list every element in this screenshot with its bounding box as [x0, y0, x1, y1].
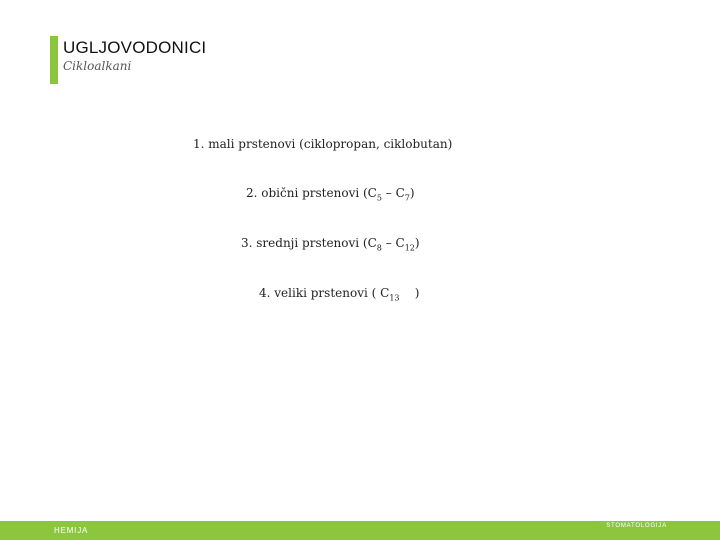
subscript: 5	[376, 193, 382, 203]
subscript: 8	[376, 243, 382, 253]
list-item-text: 4. veliki prstenovi ( C	[259, 286, 390, 300]
footer-right-label: STOMATOLOGIJA	[606, 523, 667, 529]
list-item-text: 2. obični prstenovi (C	[246, 186, 377, 200]
subscript: 7	[404, 193, 410, 203]
footer-left-label: HEMIJA	[54, 526, 89, 535]
footer-bar	[0, 521, 720, 540]
list-item-large-rings	[259, 286, 419, 302]
subscript: 12	[404, 243, 415, 253]
list-item-text: 1. mali prstenovi (ciklopropan, ciklobutan)	[193, 137, 453, 151]
list-item-small-rings	[193, 137, 452, 151]
list-item-text: – C	[381, 186, 405, 200]
list-item-text: )	[409, 186, 415, 200]
title-accent-bar	[50, 36, 58, 84]
list-item-text: )	[399, 286, 420, 300]
subscript: 13	[389, 293, 400, 303]
list-item-text: 3. srednji prstenovi (C	[241, 236, 377, 250]
list-item-text: – C	[381, 236, 405, 250]
list-item-text: )	[414, 236, 420, 250]
page-title: UGLJOVODONICI	[63, 38, 207, 57]
list-item-common-rings	[246, 186, 415, 202]
page-subtitle: Cikloalkani	[63, 59, 132, 73]
list-item-medium-rings	[241, 236, 420, 252]
